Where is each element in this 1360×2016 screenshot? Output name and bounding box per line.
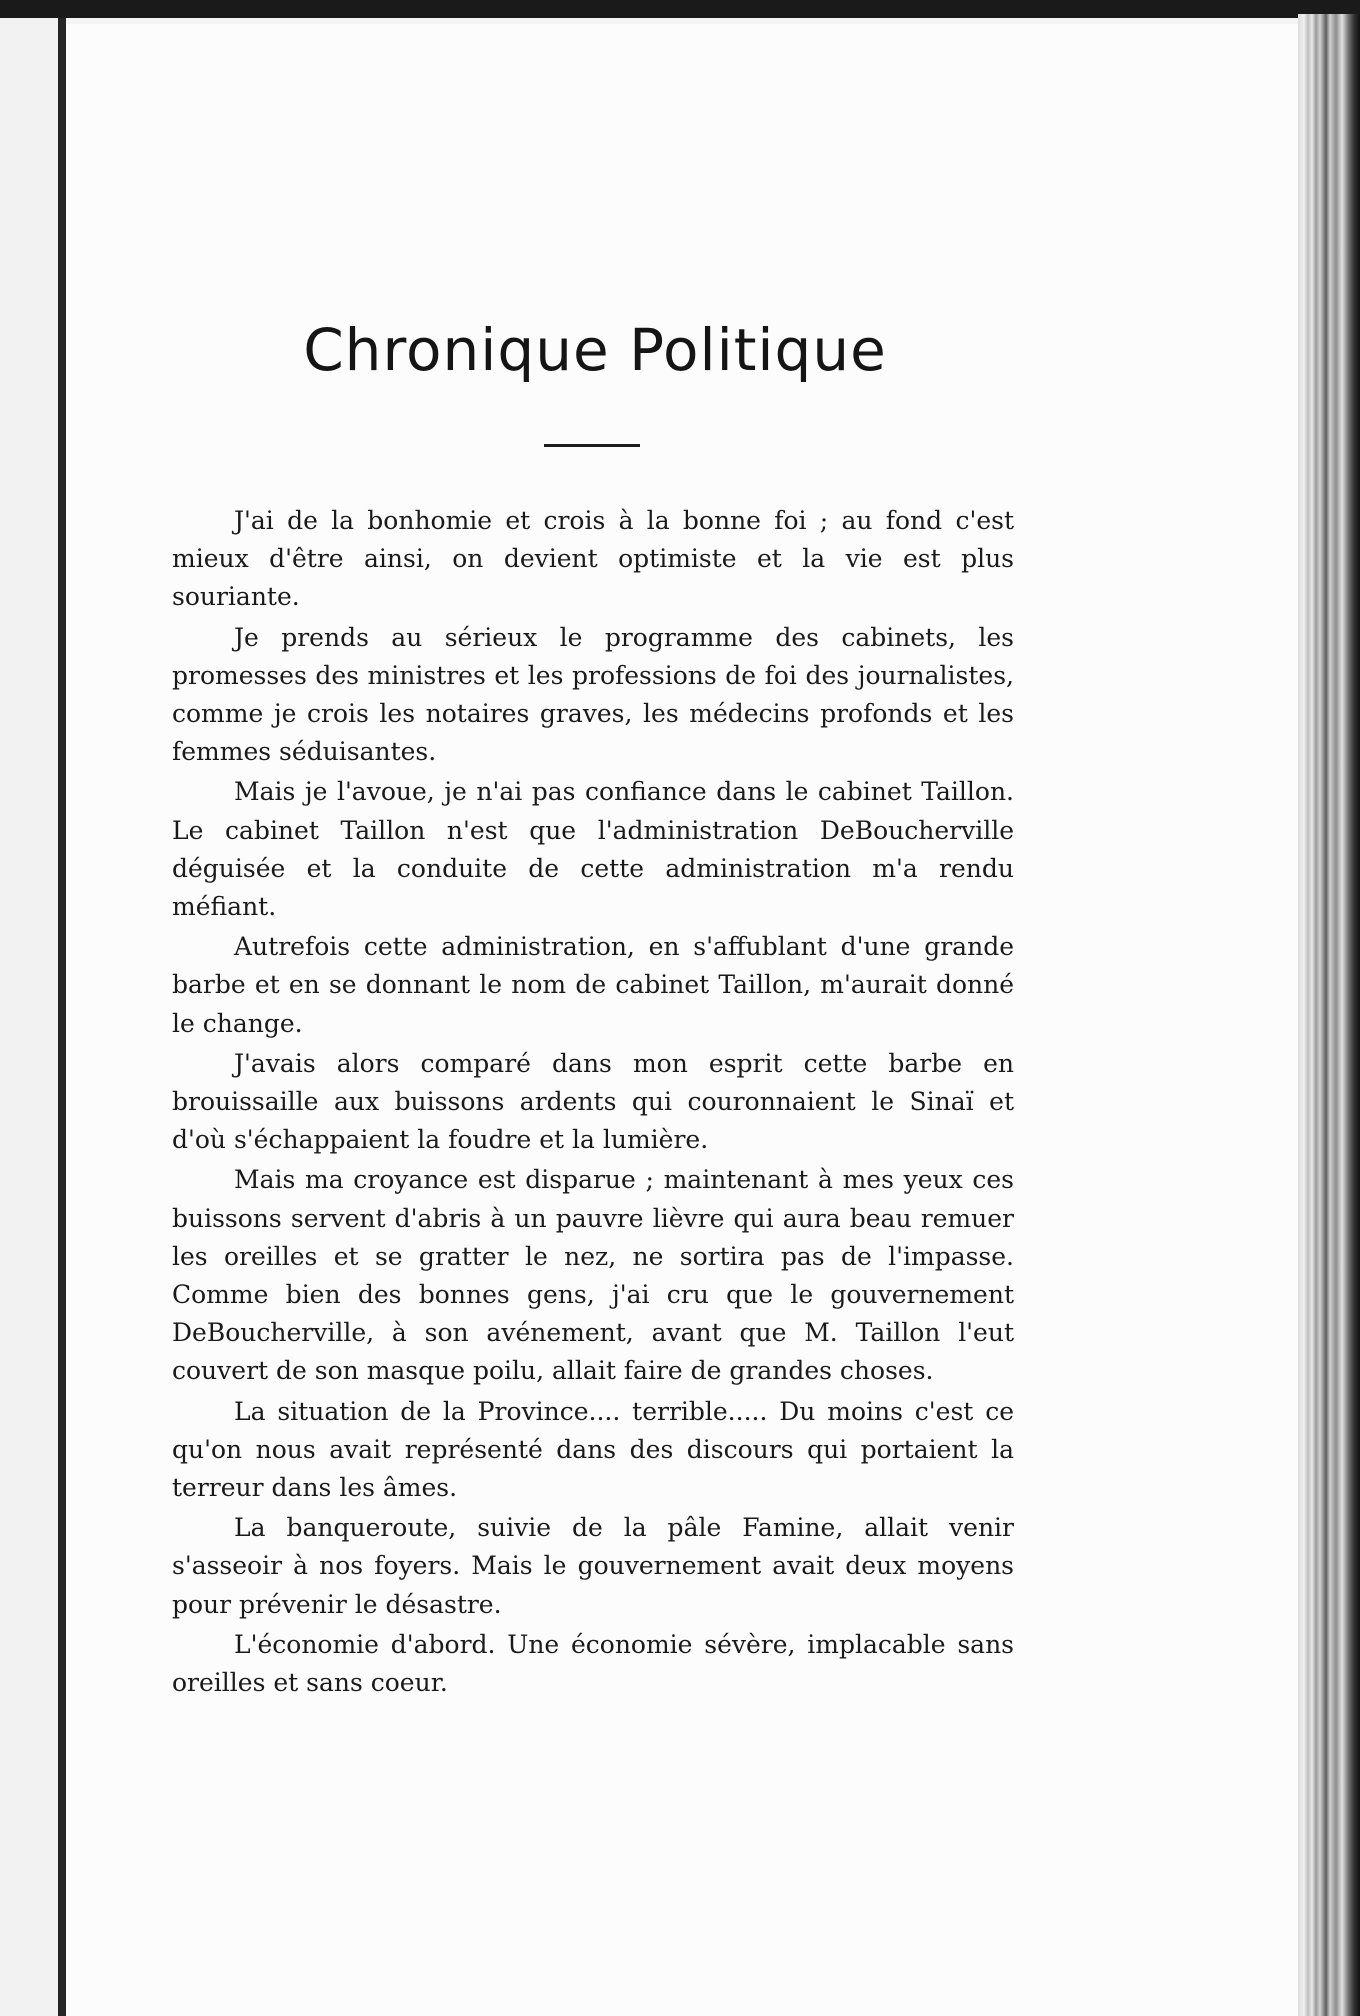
book-spine [58, 18, 66, 2016]
paragraph: J'avais alors comparé dans mon esprit cette barbe en brouissaille aux buissons ardents qui couronnaient le Sinaï et d'où s'échappaient la foudre et la lumière. [172, 1048, 1014, 1155]
paragraph: Je prends au sérieux le programme des cabinets, les promesses des ministres et les professions de foi des journalistes, comme je crois les notaires graves, les médecins profonds et les femmes séduisantes. [172, 622, 1014, 767]
article-body [172, 502, 1014, 1704]
paragraph: Mais je l'avoue, je n'ai pas confiance dans le cabinet Taillon. Le cabinet Taillon n'est que l'administration DeBoucherville déguisée et la conduite de cette administration m'a rendu méfiant. [172, 777, 1014, 922]
page-title: Chronique Politique [303, 316, 887, 384]
paragraph: La situation de la Province.... terrible..... Du moins c'est ce qu'on nous avait représenté dans des discours qui portaient la terreur dans les âmes. [172, 1396, 1014, 1503]
paragraph: La banqueroute, suivie de la pâle Famine, allait venir s'asseoir à nos foyers. Mais le gouvernement avait deux moyens pour prévenir le désastre. [172, 1513, 1014, 1619]
page-stack-edges [1298, 14, 1360, 2016]
paragraph: Mais ma croyance est disparue ; maintenant à mes yeux ces buissons servent d'abris à un pauvre lièvre qui aura beau remuer les oreilles et se gratter le nez, ne sortira pas de l'impasse. Comme bien des bonnes gens, j'ai cru que le gouvernement DeBoucherville, à son avénement, avant que M. Taillon l'eut couvert de son masque poilu, allait faire de grandes choses. [172, 1165, 1014, 1386]
paragraph: Autrefois cette administration, en s'affublant d'une grande barbe et en se donnant le nom de cabinet Taillon, m'aurait donné le change. [172, 932, 1014, 1038]
paragraph: L'économie d'abord. Une économie sévère, implacable sans oreilles et sans coeur. [172, 1629, 1014, 1698]
paragraph: J'ai de la bonhomie et crois à la bonne foi ; au fond c'est mieux d'être ainsi, on devient optimiste et la vie est plus souriante. [172, 506, 1014, 612]
previous-page-edge [0, 18, 58, 2016]
scan-top-edge [0, 0, 1360, 18]
title-rule [544, 444, 640, 447]
